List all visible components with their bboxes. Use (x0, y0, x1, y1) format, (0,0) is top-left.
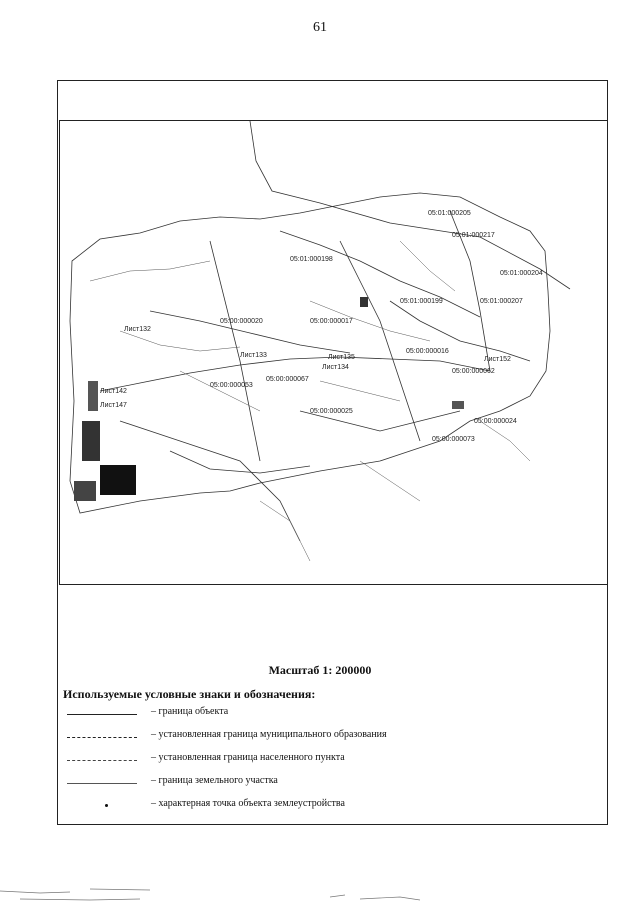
map-label: 05:00:000020 (220, 318, 263, 325)
map-label: Лист142 (100, 388, 127, 395)
dash-dot-line-icon (67, 737, 137, 738)
map-label: 05:01:000204 (500, 270, 543, 277)
map-label: 05:01:000205 (428, 210, 471, 217)
map-label: 05:00:000025 (310, 408, 353, 415)
legend-item-characteristic-point (63, 798, 583, 814)
map-label: 05:00:000073 (432, 436, 475, 443)
legend-label: – граница земельного участка (151, 775, 278, 786)
cadastral-map (59, 120, 608, 585)
map-label: Лист152 (484, 356, 511, 363)
map-label: Лист134 (322, 364, 349, 371)
solid-line-icon (67, 714, 137, 715)
legend-item-object-boundary (63, 706, 583, 722)
map-label: Лист147 (100, 402, 127, 409)
map-label: 05:00:000053 (210, 382, 253, 389)
map-label: Лист132 (124, 326, 151, 333)
thin-line-icon (67, 783, 137, 784)
map-label: Лист135 (328, 354, 355, 361)
map-label: 05:00:000016 (406, 348, 449, 355)
legend-title: Используемые условные знаки и обозначения: (63, 687, 316, 701)
page-number: 61 (313, 20, 327, 35)
map-label: 05:00:000017 (310, 318, 353, 325)
map-label: 05:00:000024 (474, 418, 517, 425)
legend-item-parcel-boundary (63, 775, 583, 791)
map-label: 05:01:000198 (290, 256, 333, 263)
legend-label: – установленная граница муниципального образования (151, 729, 387, 740)
dashed-line-icon (67, 760, 137, 761)
map-label: 05:01:000217 (452, 232, 495, 239)
map-drawing (60, 121, 608, 585)
map-label: 05:01:000207 (480, 298, 523, 305)
legend-label: – установленная граница населенного пункта (151, 752, 345, 763)
scan-artifacts (0, 885, 640, 905)
legend-item-settlement-boundary (63, 752, 583, 768)
legend-label: – граница объекта (151, 706, 229, 717)
legend-item-municipal-boundary (63, 729, 583, 745)
scale-text: Масштаб 1: 200000 (268, 663, 372, 677)
map-label: 05:00:000062 (452, 368, 495, 375)
map-label: 05:01:000199 (400, 298, 443, 305)
map-label: Лист133 (240, 352, 267, 359)
legend-label: – характерная точка объекта землеустройства (151, 798, 345, 809)
map-label: 05:00:000067 (266, 376, 309, 383)
